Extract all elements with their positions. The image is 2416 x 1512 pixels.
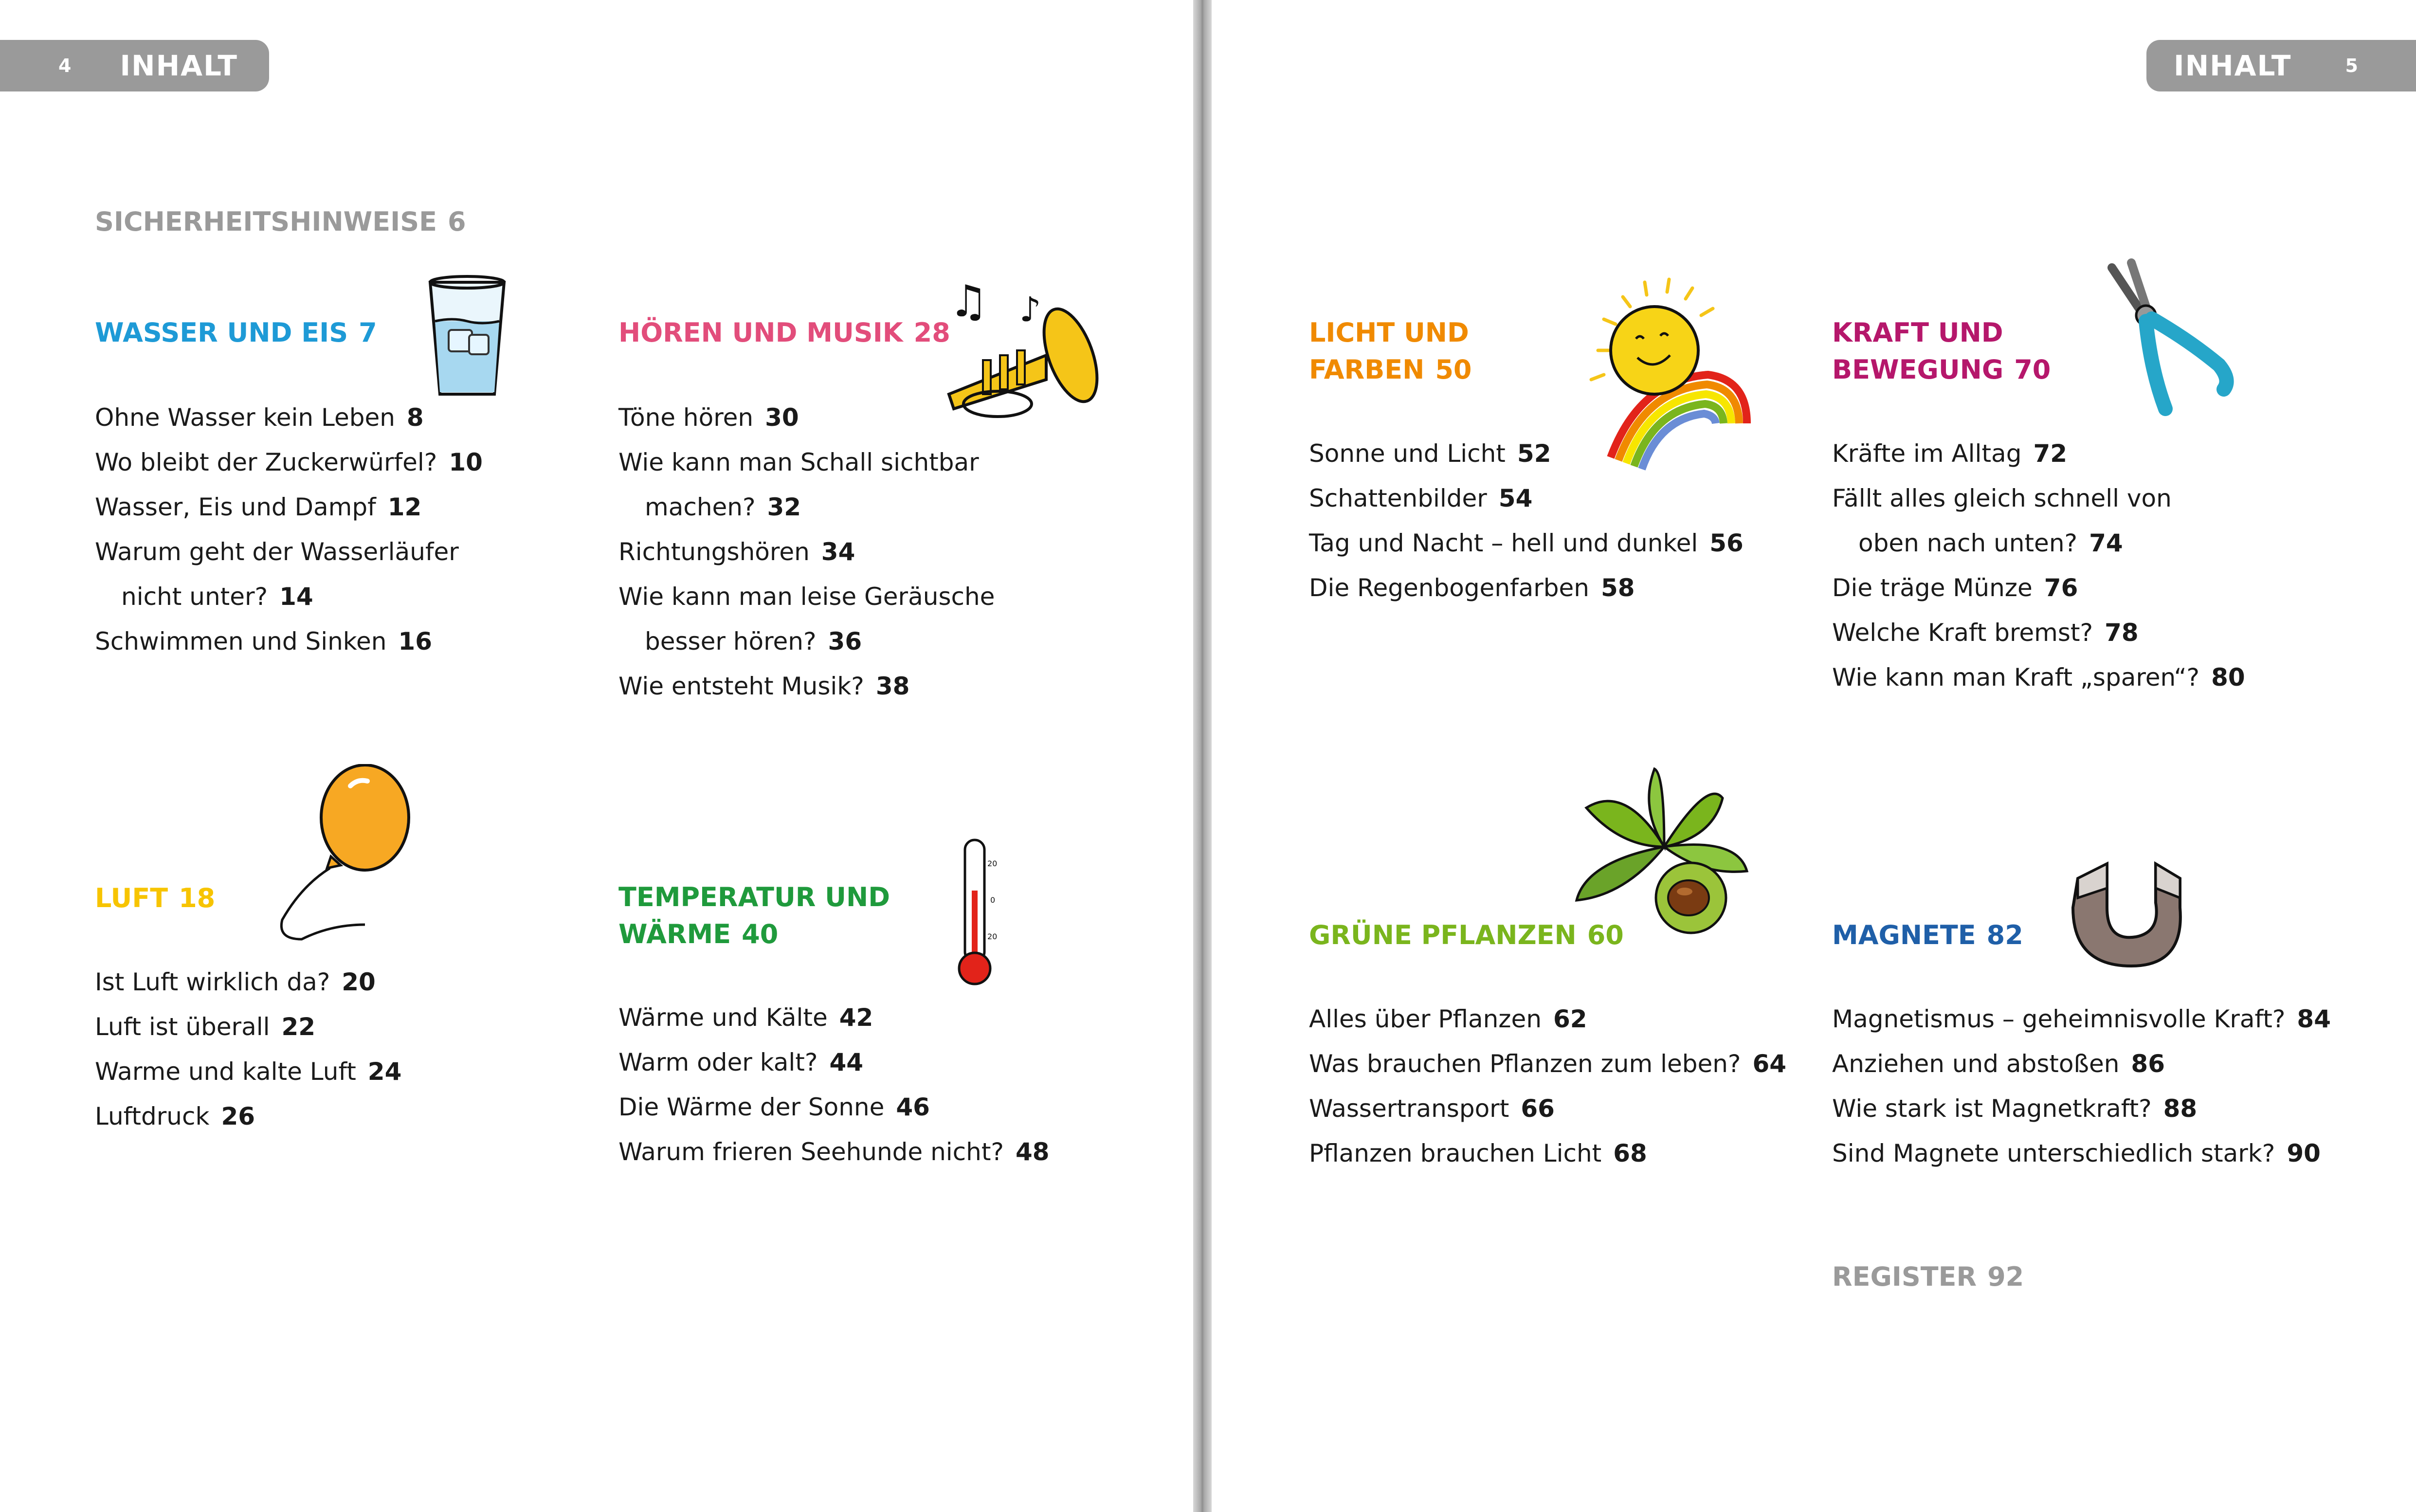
toc-item[interactable]: Die träge Münze 76 <box>1832 574 2078 602</box>
section-hoeren-page: 28 <box>913 317 950 348</box>
toc-item[interactable]: Tag und Nacht – hell und dunkel 56 <box>1309 529 1744 557</box>
toc-item[interactable]: Warme und kalte Luft 24 <box>95 1057 402 1086</box>
section-magnete-list <box>1832 997 2331 1176</box>
section-magnete-page: 82 <box>1986 920 2023 950</box>
left-page <box>0 0 1193 1512</box>
section-kraft-heading[interactable] <box>1832 314 2051 388</box>
toc-item[interactable]: Sind Magnete unterschiedlich stark? 90 <box>1832 1139 2321 1167</box>
toc-item[interactable]: Wie entsteht Musik? 38 <box>618 672 910 700</box>
section-luft-page: 18 <box>179 883 216 913</box>
section-luft-list <box>95 960 401 1139</box>
toc-item[interactable]: Warum frieren Seehunde nicht? 48 <box>618 1138 1050 1166</box>
toc-item[interactable]: Töne hören 30 <box>618 403 799 432</box>
toc-item[interactable]: Fällt alles gleich schnell von oben nach unten? 74 <box>1832 484 2172 557</box>
toc-item[interactable]: Wasser, Eis und Dampf 12 <box>95 493 422 521</box>
register-title: REGISTER <box>1832 1261 1977 1292</box>
book-gutter <box>1193 0 1212 1512</box>
section-licht-heading[interactable] <box>1309 314 1471 388</box>
section-magnete-heading[interactable] <box>1832 917 2023 954</box>
section-wasser-title: WASSER UND EIS <box>95 317 348 348</box>
toc-item[interactable]: Ohne Wasser kein Leben 8 <box>95 403 424 432</box>
section-wasser-page: 7 <box>359 317 377 348</box>
right-page-number: 5 <box>2345 55 2358 76</box>
toc-item[interactable]: Pflanzen brauchen Licht 68 <box>1309 1139 1647 1167</box>
toc-item[interactable]: Welche Kraft bremst? 78 <box>1832 619 2139 647</box>
sun-rainbow-icon <box>1581 277 1762 482</box>
section-kraft-list <box>1832 431 2245 700</box>
register-page: 92 <box>1987 1261 2024 1292</box>
water-glass-icon <box>423 273 511 399</box>
toc-item[interactable]: Was brauchen Pflanzen zum leben? 64 <box>1309 1050 1787 1078</box>
trumpet-icon <box>939 282 1114 423</box>
toc-item[interactable]: Anziehen und abstoßen 86 <box>1832 1050 2165 1078</box>
section-licht-page: 50 <box>1435 354 1472 385</box>
section-licht-title-line2: FARBEN <box>1309 354 1425 385</box>
toc-item[interactable]: Magnetismus – geheimnisvolle Kraft? 84 <box>1832 1005 2331 1033</box>
toc-item[interactable]: Warum geht der Wasserläufer nicht unter? 14 <box>95 538 459 611</box>
thermometer-icon <box>951 837 1005 988</box>
safety-title: SICHERHEITSHINWEISE <box>95 206 437 237</box>
section-kraft-title-line2: BEWEGUNG <box>1832 354 2004 385</box>
section-hoeren-title: HÖREN UND MUSIK <box>618 317 903 348</box>
section-hoeren-list <box>618 395 995 709</box>
right-page-header <box>2146 40 2416 91</box>
toc-item[interactable]: Sonne und Licht 52 <box>1309 439 1551 468</box>
toc-item[interactable]: Luftdruck 26 <box>95 1102 255 1130</box>
section-pflanzen-page: 60 <box>1587 920 1624 950</box>
left-page-number: 4 <box>58 55 72 76</box>
left-page-title: INHALT <box>120 49 238 82</box>
music-notes-icon: ♫ <box>949 282 988 327</box>
toc-item[interactable]: Wie stark ist Magnetkraft? 88 <box>1832 1094 2198 1123</box>
section-kraft-title-line1: KRAFT UND <box>1832 317 2003 348</box>
toc-item[interactable]: Wärme und Kälte 42 <box>618 1003 873 1032</box>
svg-text:♪: ♪ <box>1019 290 1041 329</box>
toc-item[interactable]: Wo bleibt der Zuckerwürfel? 10 <box>95 448 483 476</box>
section-luft-title: LUFT <box>95 883 168 913</box>
svg-text:20: 20 <box>987 932 998 941</box>
section-temperatur-list <box>618 995 1050 1174</box>
toc-item[interactable]: Warm oder kalt? 44 <box>618 1048 864 1076</box>
section-temperatur-page: 40 <box>742 919 779 949</box>
toc-item[interactable]: Richtungshören 34 <box>618 538 855 566</box>
section-pflanzen-title: GRÜNE PFLANZEN <box>1309 920 1577 950</box>
section-temperatur-title-line1: TEMPERATUR UND <box>618 882 890 912</box>
left-page-header <box>0 40 269 91</box>
section-temperatur-heading[interactable] <box>618 879 890 953</box>
toc-item[interactable]: Wie kann man Schall sichtbar machen? 32 <box>618 448 979 521</box>
pliers-icon <box>2092 258 2238 423</box>
toc-item[interactable]: Kräfte im Alltag 72 <box>1832 439 2068 468</box>
toc-item[interactable]: Alles über Pflanzen 62 <box>1309 1005 1587 1033</box>
toc-item[interactable]: Wie kann man Kraft „sparen“? 80 <box>1832 663 2245 692</box>
toc-item[interactable]: Luft ist überall 22 <box>95 1013 316 1041</box>
right-page <box>1212 0 2416 1512</box>
register-heading[interactable] <box>1832 1258 2024 1295</box>
safety-heading[interactable] <box>95 203 466 240</box>
toc-item[interactable]: Schattenbilder 54 <box>1309 484 1533 512</box>
horseshoe-magnet-icon <box>2058 844 2190 971</box>
section-magnete-title: MAGNETE <box>1832 920 1976 950</box>
section-licht-title-line1: LICHT UND <box>1309 317 1469 348</box>
svg-text:0: 0 <box>990 895 996 905</box>
section-wasser-list <box>95 395 483 664</box>
chestnut-leaf-icon <box>1567 764 1762 949</box>
section-kraft-page: 70 <box>2014 354 2051 385</box>
section-pflanzen-list <box>1309 997 1786 1176</box>
toc-item[interactable]: Ist Luft wirklich da? 20 <box>95 968 376 996</box>
toc-item[interactable]: Wassertransport 66 <box>1309 1094 1555 1123</box>
toc-item[interactable]: Die Wärme der Sonne 46 <box>618 1093 930 1121</box>
toc-item[interactable]: Wie kann man leise Geräusche besser hören? 36 <box>618 583 995 656</box>
section-wasser-heading[interactable] <box>95 314 377 351</box>
section-hoeren-heading[interactable] <box>618 314 950 351</box>
section-luft-heading[interactable] <box>95 880 215 917</box>
toc-item[interactable]: Die Regenbogenfarben 58 <box>1309 574 1635 602</box>
balloon-icon <box>272 764 418 949</box>
safety-page: 6 <box>447 206 466 237</box>
section-temperatur-title-line2: WÄRME <box>618 919 731 949</box>
svg-text:20: 20 <box>987 859 998 868</box>
toc-item[interactable]: Schwimmen und Sinken 16 <box>95 627 433 656</box>
right-page-title: INHALT <box>2174 49 2292 82</box>
